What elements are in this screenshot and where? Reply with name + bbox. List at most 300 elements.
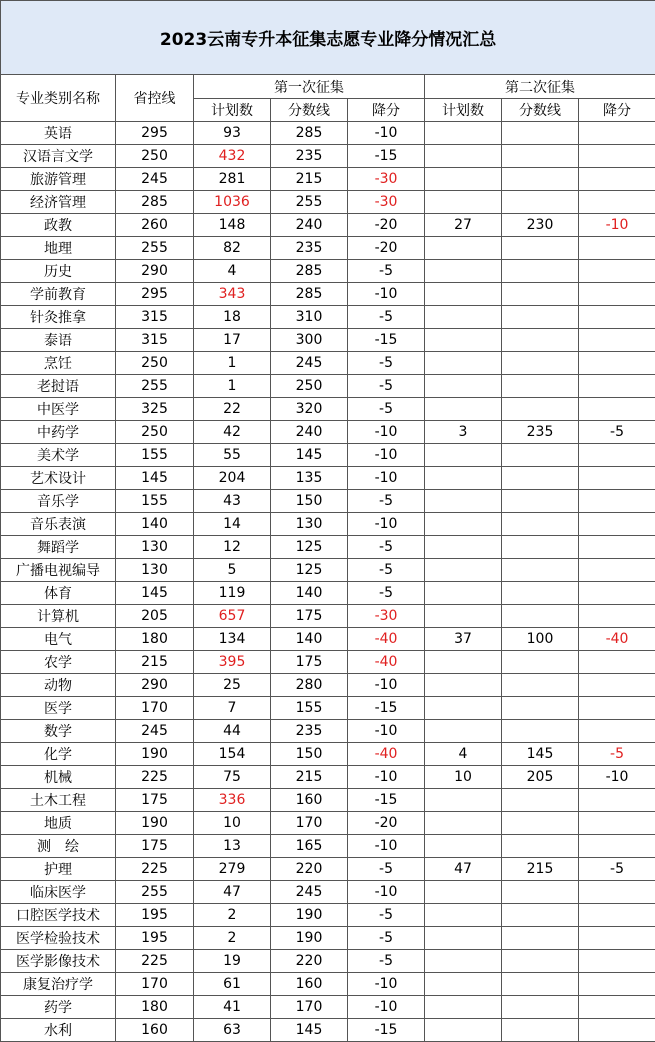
second-plan-cell xyxy=(425,490,502,513)
second-drop-cell xyxy=(579,812,655,835)
first-score-cell: 255 xyxy=(271,191,348,214)
first-plan-cell: 13 xyxy=(194,835,271,858)
second-drop-cell xyxy=(579,789,655,812)
second-score-cell xyxy=(502,651,579,674)
table-row xyxy=(1,1019,655,1042)
control-line-cell: 190 xyxy=(116,743,194,766)
table-row xyxy=(1,743,655,766)
first-plan-cell: 55 xyxy=(194,444,271,467)
first-drop-cell: -10 xyxy=(348,513,425,536)
major-name-cell: 中药学 xyxy=(1,421,116,444)
second-score-cell xyxy=(502,812,579,835)
first-score-cell: 160 xyxy=(271,973,348,996)
second-score-cell xyxy=(502,191,579,214)
first-drop-cell: -10 xyxy=(348,881,425,904)
second-plan-cell: 37 xyxy=(425,628,502,651)
second-score-cell xyxy=(502,145,579,168)
first-drop-cell: -20 xyxy=(348,214,425,237)
second-plan-cell xyxy=(425,605,502,628)
second-plan-cell xyxy=(425,398,502,421)
table-row xyxy=(1,237,655,260)
major-name-cell: 美术学 xyxy=(1,444,116,467)
major-name-cell: 政教 xyxy=(1,214,116,237)
first-score-cell: 250 xyxy=(271,375,348,398)
table-row xyxy=(1,904,655,927)
control-line-cell: 250 xyxy=(116,421,194,444)
control-line-cell: 285 xyxy=(116,191,194,214)
first-score-cell: 145 xyxy=(271,444,348,467)
second-plan-cell xyxy=(425,812,502,835)
first-plan-cell: 281 xyxy=(194,168,271,191)
control-line-cell: 290 xyxy=(116,674,194,697)
second-plan-cell xyxy=(425,352,502,375)
control-line-cell: 215 xyxy=(116,651,194,674)
second-plan-cell: 10 xyxy=(425,766,502,789)
table-row xyxy=(1,697,655,720)
table-row xyxy=(1,352,655,375)
second-drop-cell: -5 xyxy=(579,743,655,766)
control-line-cell: 225 xyxy=(116,766,194,789)
control-line-cell: 255 xyxy=(116,881,194,904)
first-score-cell: 130 xyxy=(271,513,348,536)
first-drop-cell: -5 xyxy=(348,582,425,605)
first-plan-cell: 432 xyxy=(194,145,271,168)
first-drop-cell: -5 xyxy=(348,858,425,881)
first-score-cell: 235 xyxy=(271,720,348,743)
second-plan-cell xyxy=(425,444,502,467)
first-plan-cell: 343 xyxy=(194,283,271,306)
control-line-cell: 255 xyxy=(116,375,194,398)
second-drop-cell xyxy=(579,145,655,168)
first-plan-cell: 17 xyxy=(194,329,271,352)
first-score-cell: 135 xyxy=(271,467,348,490)
second-plan-cell: 4 xyxy=(425,743,502,766)
second-drop-cell: -5 xyxy=(579,421,655,444)
second-score-cell xyxy=(502,950,579,973)
control-line-cell: 160 xyxy=(116,1019,194,1042)
second-drop-cell xyxy=(579,651,655,674)
second-drop-cell xyxy=(579,191,655,214)
major-name-cell: 音乐学 xyxy=(1,490,116,513)
table-row xyxy=(1,789,655,812)
first-drop-cell: -20 xyxy=(348,237,425,260)
major-name-cell: 老挝语 xyxy=(1,375,116,398)
control-line-cell: 325 xyxy=(116,398,194,421)
second-score-cell xyxy=(502,513,579,536)
first-plan-cell: 47 xyxy=(194,881,271,904)
first-plan-cell: 41 xyxy=(194,996,271,1019)
first-drop-cell: -20 xyxy=(348,812,425,835)
table-row xyxy=(1,444,655,467)
second-score-cell xyxy=(502,490,579,513)
second-drop-cell xyxy=(579,168,655,191)
first-plan-cell: 18 xyxy=(194,306,271,329)
first-drop-cell: -5 xyxy=(348,398,425,421)
major-name-cell: 农学 xyxy=(1,651,116,674)
first-drop-cell: -10 xyxy=(348,973,425,996)
table-row xyxy=(1,145,655,168)
second-drop-cell xyxy=(579,329,655,352)
table-row xyxy=(1,858,655,881)
major-name-cell: 舞蹈学 xyxy=(1,536,116,559)
second-plan-cell xyxy=(425,260,502,283)
second-score-cell: 205 xyxy=(502,766,579,789)
major-name-cell: 水利 xyxy=(1,1019,116,1042)
first-drop-cell: -5 xyxy=(348,904,425,927)
second-drop-cell xyxy=(579,720,655,743)
second-drop-cell xyxy=(579,559,655,582)
first-drop-cell: -5 xyxy=(348,375,425,398)
second-plan-cell: 47 xyxy=(425,858,502,881)
major-name-cell: 计算机 xyxy=(1,605,116,628)
first-drop-cell: -10 xyxy=(348,467,425,490)
first-drop-cell: -15 xyxy=(348,145,425,168)
control-line-cell: 195 xyxy=(116,927,194,950)
major-name-cell: 中医学 xyxy=(1,398,116,421)
second-score-cell: 235 xyxy=(502,421,579,444)
second-plan-cell xyxy=(425,145,502,168)
second-drop-cell xyxy=(579,237,655,260)
first-score-cell: 140 xyxy=(271,582,348,605)
first-drop-cell: -30 xyxy=(348,191,425,214)
major-name-cell: 土木工程 xyxy=(1,789,116,812)
first-score-cell: 215 xyxy=(271,766,348,789)
second-score-cell: 230 xyxy=(502,214,579,237)
control-line-cell: 250 xyxy=(116,352,194,375)
second-score-cell xyxy=(502,674,579,697)
major-name-cell: 药学 xyxy=(1,996,116,1019)
first-drop-cell: -40 xyxy=(348,628,425,651)
title-row xyxy=(1,1,655,75)
major-name-cell: 历史 xyxy=(1,260,116,283)
major-name-cell: 地理 xyxy=(1,237,116,260)
second-score-cell xyxy=(502,398,579,421)
first-score-cell: 140 xyxy=(271,628,348,651)
second-score-cell xyxy=(502,1019,579,1042)
major-name-cell: 护理 xyxy=(1,858,116,881)
table-row xyxy=(1,950,655,973)
first-score-cell: 170 xyxy=(271,996,348,1019)
major-name-cell: 医学 xyxy=(1,697,116,720)
control-line-cell: 250 xyxy=(116,145,194,168)
first-plan-cell: 43 xyxy=(194,490,271,513)
first-score-cell: 220 xyxy=(271,858,348,881)
second-plan-cell xyxy=(425,536,502,559)
second-score-cell xyxy=(502,467,579,490)
first-plan-cell: 44 xyxy=(194,720,271,743)
table-row xyxy=(1,766,655,789)
second-drop-cell: -40 xyxy=(579,628,655,651)
first-score-cell: 310 xyxy=(271,306,348,329)
first-drop-cell: -30 xyxy=(348,605,425,628)
first-plan-cell: 42 xyxy=(194,421,271,444)
second-score-cell xyxy=(502,559,579,582)
first-plan-cell: 336 xyxy=(194,789,271,812)
first-drop-cell: -10 xyxy=(348,122,425,145)
table-row xyxy=(1,812,655,835)
first-drop-cell: -40 xyxy=(348,743,425,766)
major-name-cell: 汉语言文学 xyxy=(1,145,116,168)
second-drop-cell xyxy=(579,375,655,398)
second-score-cell xyxy=(502,904,579,927)
major-name-cell: 康复治疗学 xyxy=(1,973,116,996)
second-score-cell xyxy=(502,789,579,812)
major-name-cell: 机械 xyxy=(1,766,116,789)
header-second-round: 第二次征集 xyxy=(425,75,655,99)
first-drop-cell: -5 xyxy=(348,536,425,559)
first-drop-cell: -5 xyxy=(348,927,425,950)
second-drop-cell xyxy=(579,306,655,329)
first-score-cell: 320 xyxy=(271,398,348,421)
second-score-cell xyxy=(502,283,579,306)
major-name-cell: 数学 xyxy=(1,720,116,743)
first-plan-cell: 657 xyxy=(194,605,271,628)
control-line-cell: 130 xyxy=(116,536,194,559)
major-name-cell: 体育 xyxy=(1,582,116,605)
first-score-cell: 220 xyxy=(271,950,348,973)
header-score-1: 分数线 xyxy=(271,99,348,122)
second-plan-cell xyxy=(425,467,502,490)
first-plan-cell: 22 xyxy=(194,398,271,421)
control-line-cell: 175 xyxy=(116,789,194,812)
major-name-cell: 测 绘 xyxy=(1,835,116,858)
control-line-cell: 155 xyxy=(116,444,194,467)
second-plan-cell xyxy=(425,1019,502,1042)
second-drop-cell xyxy=(579,122,655,145)
header-first-round: 第一次征集 xyxy=(194,75,425,99)
control-line-cell: 130 xyxy=(116,559,194,582)
first-score-cell: 285 xyxy=(271,122,348,145)
first-drop-cell: -5 xyxy=(348,559,425,582)
first-score-cell: 175 xyxy=(271,605,348,628)
table-row xyxy=(1,559,655,582)
second-drop-cell xyxy=(579,283,655,306)
second-score-cell xyxy=(502,168,579,191)
first-score-cell: 125 xyxy=(271,536,348,559)
table-row xyxy=(1,536,655,559)
first-plan-cell: 10 xyxy=(194,812,271,835)
major-name-cell: 艺术设计 xyxy=(1,467,116,490)
control-line-cell: 315 xyxy=(116,306,194,329)
first-plan-cell: 1036 xyxy=(194,191,271,214)
first-score-cell: 160 xyxy=(271,789,348,812)
second-score-cell xyxy=(502,444,579,467)
second-score-cell xyxy=(502,375,579,398)
second-plan-cell xyxy=(425,168,502,191)
first-plan-cell: 12 xyxy=(194,536,271,559)
major-name-cell: 动物 xyxy=(1,674,116,697)
first-score-cell: 150 xyxy=(271,743,348,766)
major-name-cell: 广播电视编导 xyxy=(1,559,116,582)
table-row xyxy=(1,582,655,605)
first-score-cell: 125 xyxy=(271,559,348,582)
first-drop-cell: -10 xyxy=(348,421,425,444)
first-plan-cell: 19 xyxy=(194,950,271,973)
control-line-cell: 295 xyxy=(116,283,194,306)
major-name-cell: 电气 xyxy=(1,628,116,651)
control-line-cell: 255 xyxy=(116,237,194,260)
second-plan-cell xyxy=(425,651,502,674)
first-drop-cell: -5 xyxy=(348,352,425,375)
first-score-cell: 245 xyxy=(271,352,348,375)
first-score-cell: 285 xyxy=(271,283,348,306)
major-name-cell: 医学检验技术 xyxy=(1,927,116,950)
first-plan-cell: 119 xyxy=(194,582,271,605)
second-plan-cell xyxy=(425,375,502,398)
table-row xyxy=(1,927,655,950)
second-score-cell xyxy=(502,720,579,743)
second-drop-cell xyxy=(579,398,655,421)
page-title: 2023云南专升本征集志愿专业降分情况汇总 xyxy=(1,1,655,75)
control-line-cell: 145 xyxy=(116,467,194,490)
first-score-cell: 235 xyxy=(271,145,348,168)
second-plan-cell xyxy=(425,513,502,536)
second-drop-cell xyxy=(579,513,655,536)
second-score-cell: 100 xyxy=(502,628,579,651)
first-plan-cell: 25 xyxy=(194,674,271,697)
control-line-cell: 170 xyxy=(116,973,194,996)
second-drop-cell: -10 xyxy=(579,766,655,789)
table-row xyxy=(1,398,655,421)
control-line-cell: 260 xyxy=(116,214,194,237)
major-name-cell: 音乐表演 xyxy=(1,513,116,536)
first-score-cell: 245 xyxy=(271,881,348,904)
second-drop-cell xyxy=(579,927,655,950)
control-line-cell: 295 xyxy=(116,122,194,145)
control-line-cell: 145 xyxy=(116,582,194,605)
second-drop-cell: -10 xyxy=(579,214,655,237)
major-name-cell: 针灸推拿 xyxy=(1,306,116,329)
first-drop-cell: -10 xyxy=(348,444,425,467)
second-drop-cell xyxy=(579,835,655,858)
first-drop-cell: -10 xyxy=(348,283,425,306)
header-score-2: 分数线 xyxy=(502,99,579,122)
second-score-cell xyxy=(502,582,579,605)
table-row xyxy=(1,191,655,214)
second-drop-cell xyxy=(579,697,655,720)
major-name-cell: 口腔医学技术 xyxy=(1,904,116,927)
first-plan-cell: 82 xyxy=(194,237,271,260)
first-drop-cell: -5 xyxy=(348,950,425,973)
header-row-1 xyxy=(1,75,655,99)
first-score-cell: 145 xyxy=(271,1019,348,1042)
first-drop-cell: -15 xyxy=(348,329,425,352)
first-score-cell: 300 xyxy=(271,329,348,352)
first-score-cell: 170 xyxy=(271,812,348,835)
second-plan-cell xyxy=(425,283,502,306)
second-plan-cell xyxy=(425,237,502,260)
control-line-cell: 315 xyxy=(116,329,194,352)
second-drop-cell xyxy=(579,904,655,927)
first-score-cell: 240 xyxy=(271,421,348,444)
second-score-cell xyxy=(502,973,579,996)
second-plan-cell xyxy=(425,582,502,605)
table-row xyxy=(1,260,655,283)
table-row xyxy=(1,973,655,996)
second-plan-cell xyxy=(425,191,502,214)
table-row xyxy=(1,329,655,352)
first-drop-cell: -5 xyxy=(348,490,425,513)
table-row xyxy=(1,306,655,329)
table-row xyxy=(1,605,655,628)
first-plan-cell: 14 xyxy=(194,513,271,536)
second-drop-cell xyxy=(579,674,655,697)
control-line-cell: 245 xyxy=(116,720,194,743)
table-row xyxy=(1,651,655,674)
second-score-cell xyxy=(502,835,579,858)
first-drop-cell: -10 xyxy=(348,996,425,1019)
second-score-cell xyxy=(502,352,579,375)
second-score-cell: 145 xyxy=(502,743,579,766)
header-plan-2: 计划数 xyxy=(425,99,502,122)
header-control-line: 省控线 xyxy=(116,75,194,122)
second-score-cell xyxy=(502,881,579,904)
first-plan-cell: 204 xyxy=(194,467,271,490)
first-plan-cell: 93 xyxy=(194,122,271,145)
second-drop-cell xyxy=(579,490,655,513)
first-drop-cell: -10 xyxy=(348,835,425,858)
second-drop-cell xyxy=(579,1019,655,1042)
second-drop-cell xyxy=(579,536,655,559)
table-row xyxy=(1,720,655,743)
second-score-cell xyxy=(502,237,579,260)
table-row xyxy=(1,674,655,697)
major-name-cell: 烹饪 xyxy=(1,352,116,375)
first-drop-cell: -10 xyxy=(348,766,425,789)
first-plan-cell: 7 xyxy=(194,697,271,720)
first-score-cell: 240 xyxy=(271,214,348,237)
table-row xyxy=(1,122,655,145)
second-plan-cell: 3 xyxy=(425,421,502,444)
table-row xyxy=(1,835,655,858)
first-plan-cell: 2 xyxy=(194,904,271,927)
second-drop-cell xyxy=(579,444,655,467)
major-name-cell: 经济管理 xyxy=(1,191,116,214)
first-plan-cell: 4 xyxy=(194,260,271,283)
first-score-cell: 285 xyxy=(271,260,348,283)
first-score-cell: 215 xyxy=(271,168,348,191)
first-drop-cell: -15 xyxy=(348,697,425,720)
second-plan-cell xyxy=(425,835,502,858)
first-score-cell: 175 xyxy=(271,651,348,674)
first-drop-cell: -15 xyxy=(348,1019,425,1042)
first-score-cell: 150 xyxy=(271,490,348,513)
control-line-cell: 140 xyxy=(116,513,194,536)
first-plan-cell: 395 xyxy=(194,651,271,674)
table-row xyxy=(1,490,655,513)
first-plan-cell: 148 xyxy=(194,214,271,237)
header-plan-1: 计划数 xyxy=(194,99,271,122)
major-name-cell: 地质 xyxy=(1,812,116,835)
second-drop-cell xyxy=(579,260,655,283)
second-drop-cell: -5 xyxy=(579,858,655,881)
table-row xyxy=(1,168,655,191)
table-row xyxy=(1,283,655,306)
second-plan-cell xyxy=(425,973,502,996)
control-line-cell: 225 xyxy=(116,858,194,881)
first-plan-cell: 154 xyxy=(194,743,271,766)
control-line-cell: 290 xyxy=(116,260,194,283)
first-drop-cell: -10 xyxy=(348,674,425,697)
first-drop-cell: -40 xyxy=(348,651,425,674)
second-plan-cell xyxy=(425,697,502,720)
header-drop-1: 降分 xyxy=(348,99,425,122)
major-name-cell: 医学影像技术 xyxy=(1,950,116,973)
second-plan-cell xyxy=(425,720,502,743)
first-drop-cell: -10 xyxy=(348,720,425,743)
control-line-cell: 175 xyxy=(116,835,194,858)
second-score-cell xyxy=(502,536,579,559)
